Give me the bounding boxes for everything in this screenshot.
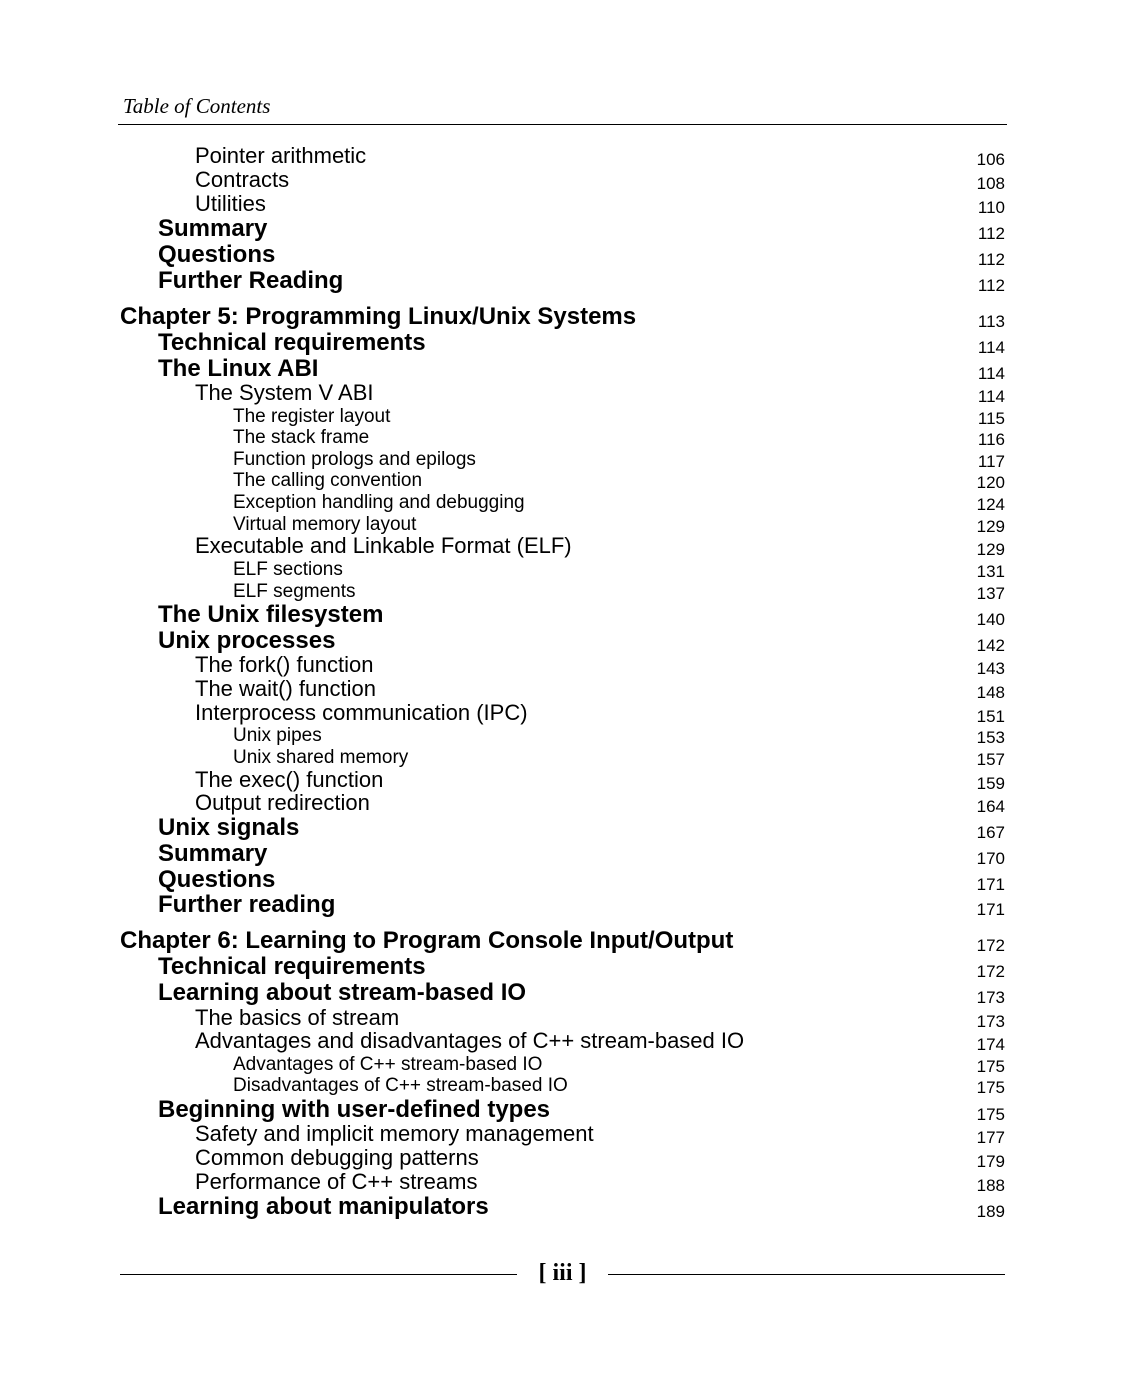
toc-entry-page: 173 xyxy=(976,1012,1005,1031)
toc-entry-title: Virtual memory layout xyxy=(233,514,417,535)
toc-entry-page: 170 xyxy=(976,849,1005,868)
toc-entry-title: The calling convention xyxy=(233,470,423,491)
toc-entry-title: Unix shared memory xyxy=(233,747,409,768)
toc-entry-title: Exception handling and debugging xyxy=(233,492,525,513)
toc-entry-title: Interprocess communication (IPC) xyxy=(195,700,528,725)
toc-entry-page: 114 xyxy=(977,364,1005,383)
toc-entry-title: The stack frame xyxy=(233,427,370,448)
toc-entry-page: 172 xyxy=(976,962,1005,981)
toc-entry-page: 114 xyxy=(977,338,1005,357)
toc-entry-title: Contracts xyxy=(195,167,290,192)
toc-entry-page: 115 xyxy=(977,409,1005,428)
toc-entry-page: 164 xyxy=(976,797,1005,816)
toc-entry-title: Unix processes xyxy=(158,627,336,654)
toc-entry-title: Beginning with user-defined types xyxy=(158,1096,551,1123)
toc-entry-title: The fork() function xyxy=(195,652,374,677)
toc-entry-title: Further reading xyxy=(158,891,336,918)
toc-entry-title: ELF sections xyxy=(233,559,343,580)
toc-entry-page: 157 xyxy=(976,750,1005,769)
toc-entry-page: 167 xyxy=(976,823,1005,842)
toc-entry xyxy=(0,1195,1125,1223)
toc-entry xyxy=(0,893,1125,921)
toc-entry-title: Safety and implicit memory management xyxy=(195,1121,594,1146)
toc-entry-title: ELF segments xyxy=(233,581,356,602)
toc-entry-title: Further Reading xyxy=(158,267,344,294)
toc-entry-page: 113 xyxy=(977,312,1005,331)
toc-entry-page: 131 xyxy=(976,562,1005,581)
toc-entry-title: Advantages of C++ stream-based IO xyxy=(233,1054,543,1075)
toc-entry-title: Function prologs and epilogs xyxy=(233,449,476,470)
toc-entry-page: 174 xyxy=(976,1035,1005,1054)
toc-entry-title: Disadvantages of C++ stream-based IO xyxy=(233,1075,568,1096)
toc-entry-page: 153 xyxy=(976,728,1005,747)
toc-entry-title: Advantages and disadvantages of C++ stream-based IO xyxy=(195,1028,745,1053)
toc-entry-page: 143 xyxy=(976,659,1005,678)
toc-entry-page: 175 xyxy=(976,1078,1005,1097)
toc-entry-page: 129 xyxy=(976,517,1005,536)
toc-entry-page: 179 xyxy=(976,1152,1005,1171)
toc-entry-page: 189 xyxy=(976,1202,1005,1221)
toc-entry-page: 177 xyxy=(976,1128,1005,1147)
toc-entry-page: 188 xyxy=(976,1176,1005,1195)
toc-entry-page: 171 xyxy=(976,900,1005,919)
toc-entry-page: 116 xyxy=(977,430,1005,449)
toc-entry xyxy=(0,269,1125,297)
page-number: [ iii ] xyxy=(538,1260,587,1286)
toc-entry-page: 112 xyxy=(977,250,1005,269)
toc-entry-title: The System V ABI xyxy=(195,380,374,405)
header-rule xyxy=(118,124,1007,125)
toc-entry-page: 171 xyxy=(976,875,1005,894)
toc-entry-title: Learning about manipulators xyxy=(158,1193,489,1220)
toc-entry-page: 142 xyxy=(976,636,1005,655)
toc-entry-page: 140 xyxy=(976,610,1005,629)
toc-entry-page: 159 xyxy=(976,774,1005,793)
toc-entry-title: Unix signals xyxy=(158,814,300,841)
toc-entry-title: Performance of C++ streams xyxy=(195,1169,478,1194)
footer-rule-right xyxy=(608,1274,1005,1275)
toc-entry-page: 129 xyxy=(976,540,1005,559)
toc-entry-title: Technical requirements xyxy=(158,953,426,980)
toc-entry-title: Pointer arithmetic xyxy=(195,143,367,168)
toc-entry-page: 117 xyxy=(977,452,1005,471)
toc-entry-title: Questions xyxy=(158,866,276,893)
toc-entry-title: The wait() function xyxy=(195,676,376,701)
toc-entry-title: Utilities xyxy=(195,191,266,216)
toc-entry-title: The Linux ABI xyxy=(158,355,319,382)
toc-entry-title: Summary xyxy=(158,215,268,242)
toc-entry-page: 120 xyxy=(976,473,1005,492)
toc-entry-page: 151 xyxy=(976,707,1005,726)
toc-entry-page: 148 xyxy=(976,683,1005,702)
footer-rule-left xyxy=(120,1274,517,1275)
toc-entry-page: 175 xyxy=(976,1105,1005,1124)
toc-entry-page: 108 xyxy=(976,174,1005,193)
toc-entry-title: Chapter 5: Programming Linux/Unix Systems xyxy=(120,303,637,330)
toc-entry-title: Summary xyxy=(158,840,268,867)
toc-entry-page: 110 xyxy=(977,198,1005,217)
toc-entry-page: 112 xyxy=(977,276,1005,295)
toc-entry-title: Technical requirements xyxy=(158,329,426,356)
toc-entry-title: Output redirection xyxy=(195,790,370,815)
toc-entry-page: 112 xyxy=(977,224,1005,243)
toc-entry-title: Chapter 6: Learning to Program Console Input/Output xyxy=(120,927,734,954)
toc-entry xyxy=(0,1071,1125,1099)
toc-entry-page: 173 xyxy=(976,988,1005,1007)
toc-entry-title: Learning about stream-based IO xyxy=(158,979,527,1006)
toc-entry-title: Common debugging patterns xyxy=(195,1145,479,1170)
toc-entry-title: The register layout xyxy=(233,406,391,427)
toc-entry-title: The exec() function xyxy=(195,767,384,792)
toc-entry-title: The basics of stream xyxy=(195,1005,400,1030)
toc-entry-page: 106 xyxy=(976,150,1005,169)
toc-entry-page: 124 xyxy=(976,495,1005,514)
toc-entry-title: The Unix filesystem xyxy=(158,601,384,628)
toc-entry-page: 137 xyxy=(976,584,1005,603)
toc-entry-title: Executable and Linkable Format (ELF) xyxy=(195,533,572,558)
toc-entry-title: Unix pipes xyxy=(233,725,322,746)
toc-entry-title: Questions xyxy=(158,241,276,268)
toc-entry-page: 175 xyxy=(976,1057,1005,1076)
header-title: Table of Contents xyxy=(123,94,271,118)
toc-entry-page: 172 xyxy=(976,936,1005,955)
toc-entry-page: 114 xyxy=(977,387,1005,406)
